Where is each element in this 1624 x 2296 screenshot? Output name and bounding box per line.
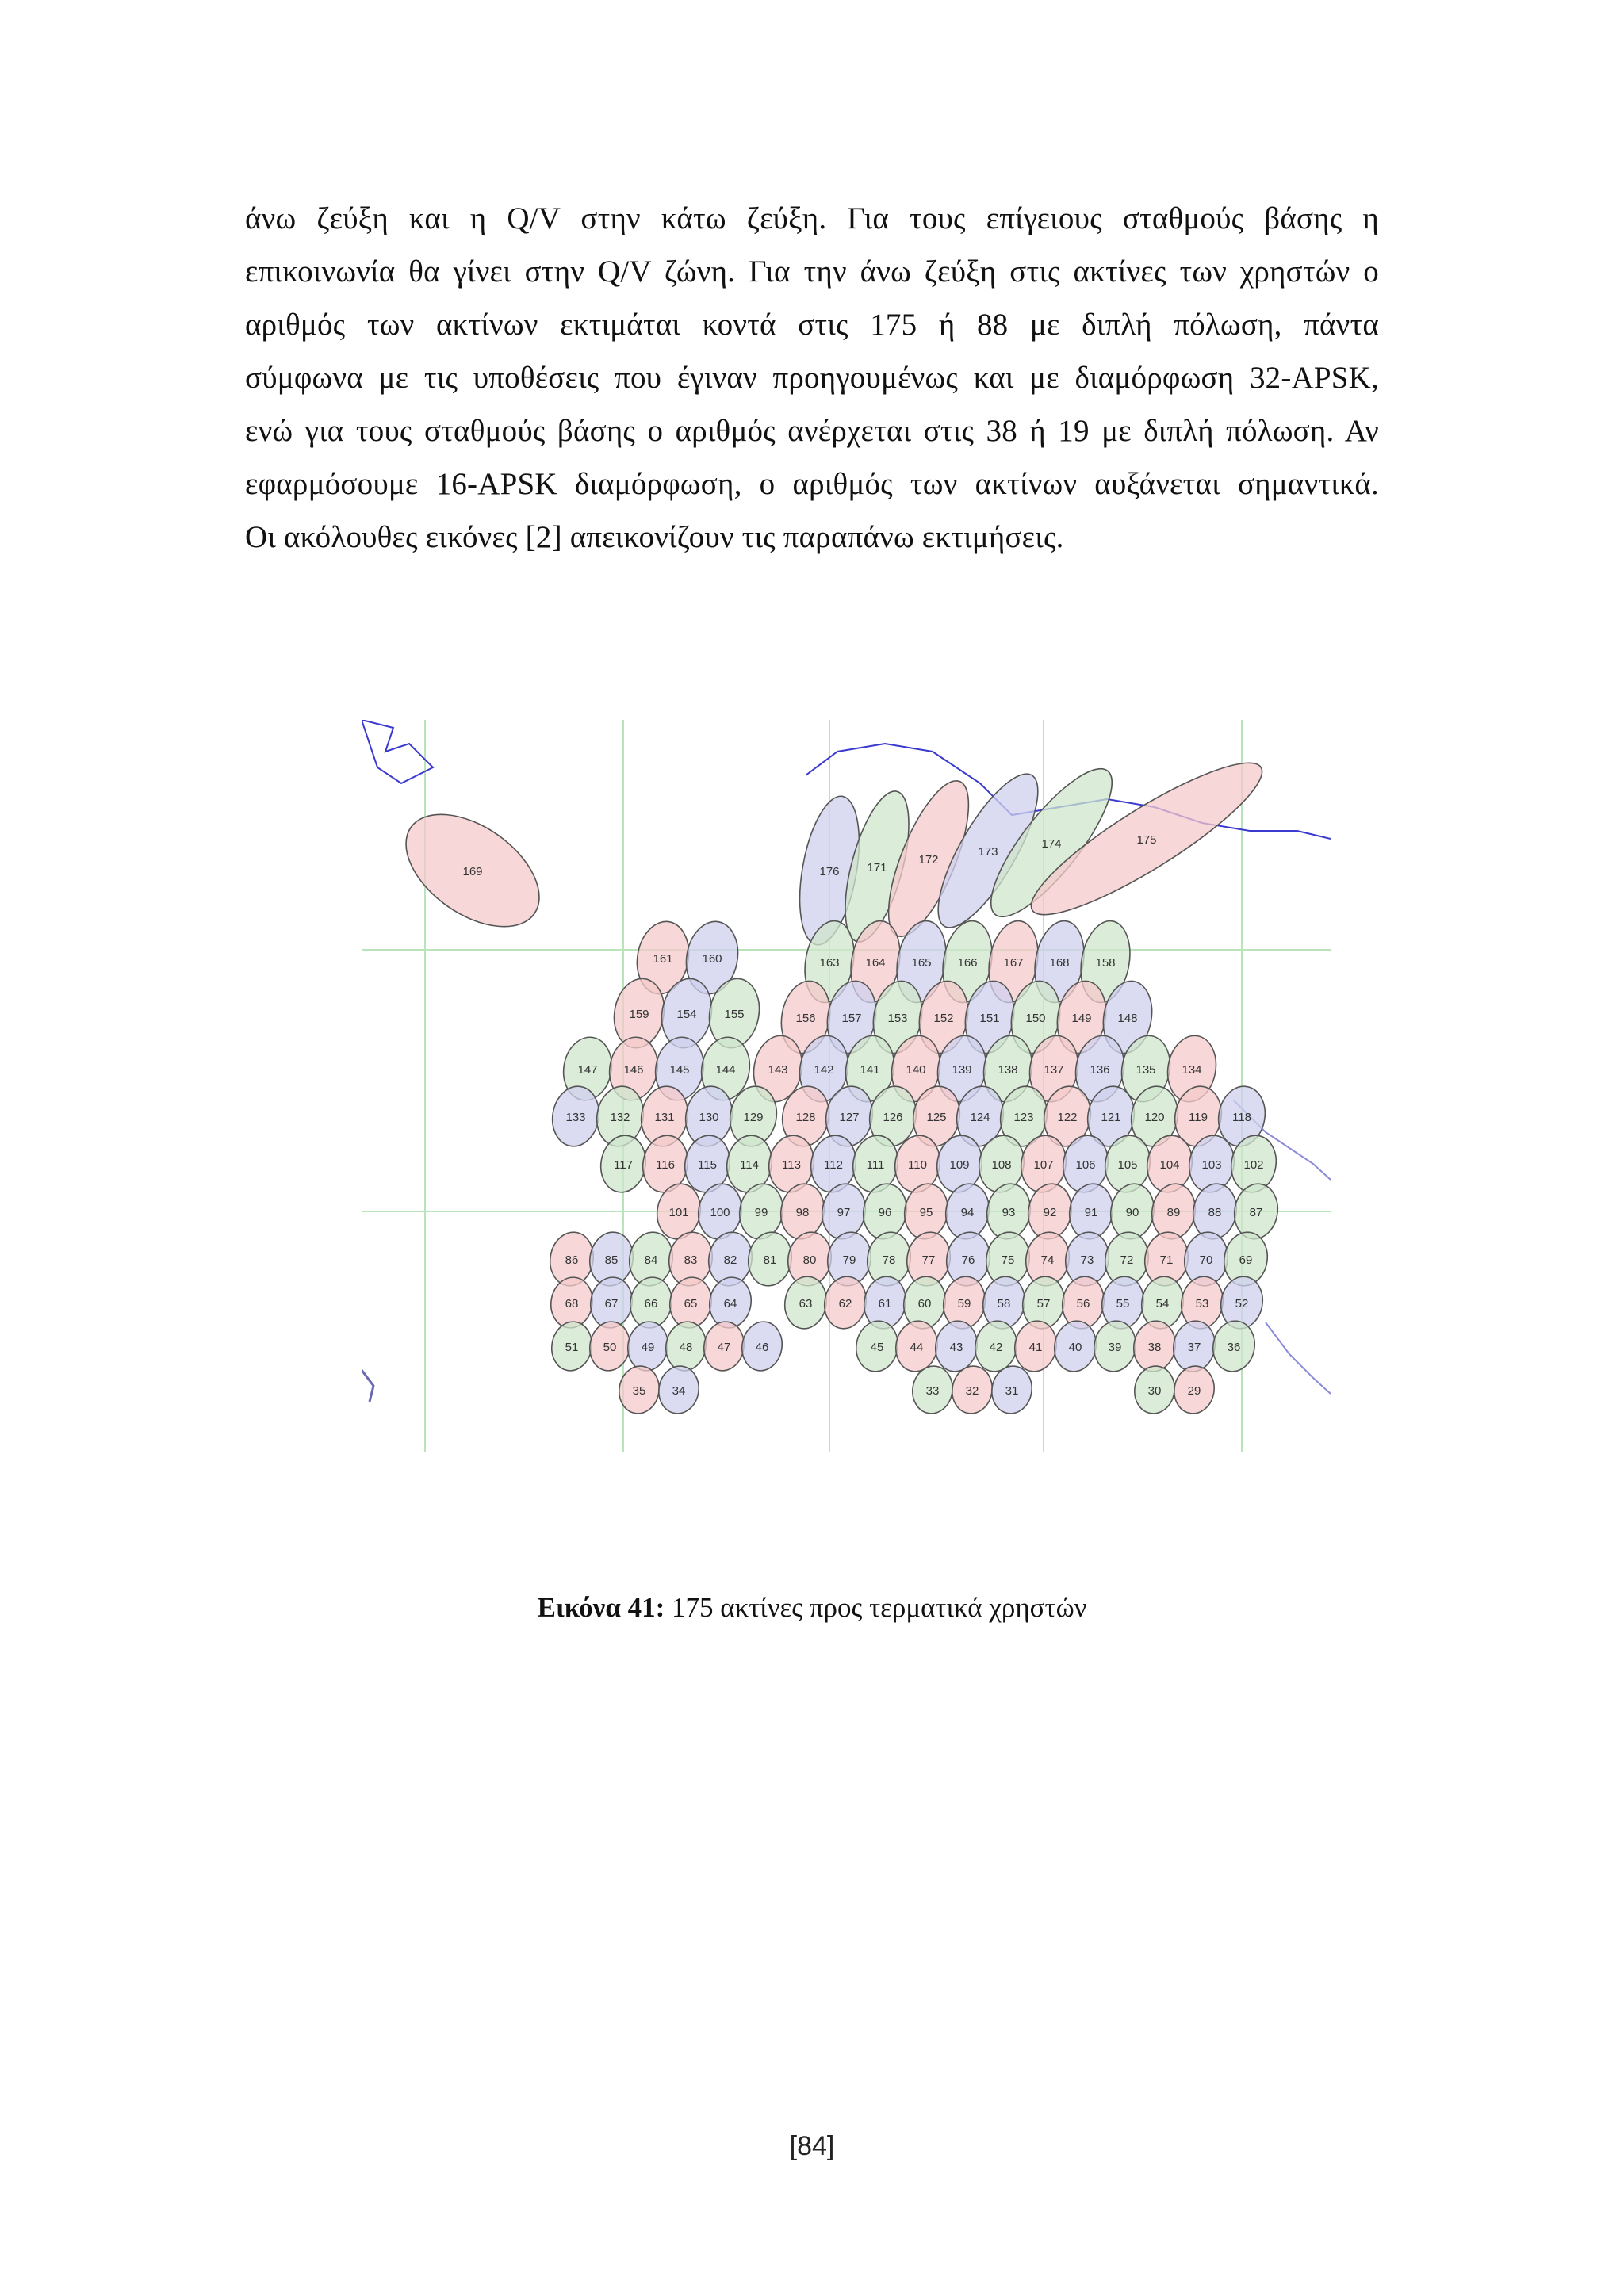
beam-label: 34: [672, 1384, 686, 1398]
beam-label: 113: [782, 1158, 801, 1172]
beam-label: 141: [860, 1063, 880, 1077]
beam-label: 125: [926, 1111, 947, 1124]
beam-label: 84: [644, 1253, 658, 1267]
beam-label: 44: [910, 1341, 924, 1354]
beam-label: 41: [1028, 1341, 1043, 1354]
beam-label: 131: [654, 1111, 675, 1124]
beam-label: 137: [1044, 1063, 1064, 1077]
beam-label: 40: [1068, 1341, 1082, 1354]
beam-label: 83: [684, 1253, 698, 1267]
beam-label: 123: [1013, 1111, 1034, 1124]
beam-label: 150: [1025, 1012, 1046, 1025]
beam-label: 52: [1235, 1297, 1249, 1311]
beam-label: 57: [1036, 1297, 1051, 1311]
figure-caption: [0, 1592, 1624, 1624]
beam-label: 128: [795, 1111, 816, 1124]
beam-label: 65: [684, 1297, 698, 1311]
beam-label: 110: [908, 1158, 927, 1172]
beam-label: 36: [1227, 1341, 1241, 1354]
beam-label: 43: [949, 1341, 963, 1354]
beam-label: 46: [755, 1341, 769, 1354]
beam-label: 68: [565, 1297, 579, 1311]
beam-label: 175: [1136, 833, 1157, 847]
paragraph-line: σύμφωνα με τις υποθέσεις που έγιναν προηγουμένως και με διαμόρφωση 32-APSK,: [245, 361, 1379, 395]
beam-coverage-map: [362, 720, 1331, 1452]
beam-label: 160: [702, 952, 722, 966]
beam-label: 151: [979, 1012, 1000, 1025]
beam-label: 96: [878, 1206, 892, 1219]
beam-label: 129: [743, 1111, 764, 1124]
beam-label: 93: [1002, 1206, 1016, 1219]
beam-label: 111: [866, 1158, 885, 1172]
beam-label: 126: [883, 1111, 903, 1124]
beam-label: 156: [795, 1012, 816, 1025]
beam-label: 136: [1090, 1063, 1110, 1077]
beam-label: 66: [644, 1297, 658, 1311]
beam-label: 32: [965, 1384, 979, 1398]
beam-label: 104: [1159, 1158, 1180, 1172]
beam-label: 161: [653, 952, 673, 966]
beam-label: 157: [841, 1012, 862, 1025]
beam-label: 75: [1001, 1253, 1015, 1267]
beam-label: 107: [1033, 1158, 1054, 1172]
beam-label: 133: [565, 1111, 586, 1124]
beam-label: 163: [819, 956, 840, 970]
beam-label: 147: [577, 1063, 598, 1077]
beam-label: 116: [656, 1158, 675, 1172]
beam-label: 103: [1201, 1158, 1222, 1172]
beam-label: 153: [887, 1012, 908, 1025]
beam-label: 100: [710, 1206, 730, 1219]
beam-label: 72: [1120, 1253, 1134, 1267]
beam-label: 105: [1117, 1158, 1138, 1172]
beam-label: 120: [1144, 1111, 1165, 1124]
beam-label: 135: [1136, 1063, 1156, 1077]
beam-label: 149: [1071, 1012, 1092, 1025]
beam-label: 95: [919, 1206, 933, 1219]
beam-label: 73: [1080, 1253, 1094, 1267]
beam-label: 55: [1116, 1297, 1130, 1311]
beam-label: 118: [1232, 1111, 1251, 1124]
beam-label: 91: [1084, 1206, 1098, 1219]
beam-coverage-map-figure: [362, 720, 1331, 1452]
beam-label: 54: [1155, 1297, 1170, 1311]
paragraph-line: εφαρμόσουμε 16-APSK διαμόρφωση, ο αριθμός των ακτίνων αυξάνεται σημαντικά.: [245, 467, 1379, 501]
beam-label: 33: [925, 1384, 940, 1398]
beam-label: 117: [614, 1158, 633, 1172]
beam-label: 158: [1095, 956, 1116, 970]
beam-label: 53: [1195, 1297, 1209, 1311]
beam-label: 62: [838, 1297, 852, 1311]
beam-label: 138: [998, 1063, 1018, 1077]
beam-label: 61: [878, 1297, 892, 1311]
beam-label: 167: [1003, 956, 1024, 970]
beam-label: 139: [952, 1063, 972, 1077]
beam-label: 69: [1239, 1253, 1253, 1267]
beam-label: 134: [1182, 1063, 1202, 1077]
beam-label: 49: [641, 1341, 655, 1354]
beam-label: 80: [802, 1253, 817, 1267]
beam-label: 102: [1243, 1158, 1264, 1172]
beam-label: 164: [865, 956, 886, 970]
beam-label: 90: [1125, 1206, 1139, 1219]
beam-label: 145: [669, 1063, 690, 1077]
beam-label: 85: [604, 1253, 619, 1267]
beam-label: 89: [1166, 1206, 1181, 1219]
beam-label: 144: [715, 1063, 736, 1077]
beam-label: 38: [1147, 1341, 1162, 1354]
beam-label: 79: [842, 1253, 856, 1267]
beam-label: 154: [676, 1008, 697, 1021]
beam-label: 165: [911, 956, 932, 970]
beam-label: 114: [740, 1158, 759, 1172]
beam-label: 70: [1199, 1253, 1213, 1267]
beam-label: 81: [763, 1253, 777, 1267]
beam-label: 174: [1041, 837, 1062, 851]
beam-label: 87: [1249, 1206, 1263, 1219]
beam-label: 63: [799, 1297, 813, 1311]
beam-label: 169: [462, 865, 483, 878]
beam-label: 76: [961, 1253, 975, 1267]
beam-label: 51: [565, 1341, 579, 1354]
beam-label: 42: [989, 1341, 1003, 1354]
beam-label: 143: [768, 1063, 788, 1077]
beam-label: 58: [997, 1297, 1011, 1311]
beam-label: 132: [610, 1111, 630, 1124]
beam-label: 78: [882, 1253, 896, 1267]
beam-label: 77: [921, 1253, 936, 1267]
beam-label: 30: [1147, 1384, 1162, 1398]
beam-label: 106: [1075, 1158, 1096, 1172]
beam-label: 64: [723, 1297, 737, 1311]
beam-label: 173: [978, 845, 998, 859]
beam-label: 98: [795, 1206, 810, 1219]
beam-label: 92: [1043, 1206, 1057, 1219]
beam-label: 47: [717, 1341, 731, 1354]
beam-label: 56: [1076, 1297, 1090, 1311]
beam-label: 166: [957, 956, 978, 970]
paragraph-line: επικοινωνία θα γίνει στην Q/V ζώνη. Για την άνω ζεύξη στις ακτίνες των χρηστών ο: [245, 254, 1379, 289]
beam-label: 159: [629, 1008, 649, 1021]
beam-label: 37: [1187, 1341, 1201, 1354]
paragraph-line: Οι ακόλουθες εικόνες [2] απεικονίζουν τις παραπάνω εκτιμήσεις.: [245, 520, 1064, 554]
beam-label: 108: [991, 1158, 1012, 1172]
beam-label: 45: [870, 1341, 884, 1354]
paragraph-line: ενώ για τους σταθμούς βάσης ο αριθμός ανέρχεται στις 38 ή 19 με διπλή πόλωση. Αν: [245, 414, 1379, 448]
beam-label: 31: [1005, 1384, 1019, 1398]
beam-label: 140: [906, 1063, 926, 1077]
beam-label: 176: [819, 865, 840, 878]
beam-label: 50: [603, 1341, 617, 1354]
beam-label: 115: [698, 1158, 717, 1172]
beam-label: 94: [960, 1206, 975, 1219]
beam-label: 59: [957, 1297, 971, 1311]
beam-label: 29: [1187, 1384, 1201, 1398]
caption-text: 175 ακτίνες προς τερματικά χρηστών: [665, 1592, 1087, 1623]
beam-label: 124: [970, 1111, 990, 1124]
beam-label: 60: [917, 1297, 932, 1311]
beam-label: 127: [839, 1111, 860, 1124]
beam-label: 146: [623, 1063, 644, 1077]
beam-label: 152: [933, 1012, 954, 1025]
beam-label: 122: [1057, 1111, 1078, 1124]
beam-label: 67: [604, 1297, 619, 1311]
caption-label: Εικόνα 41:: [537, 1592, 665, 1623]
beam-label: 74: [1040, 1253, 1055, 1267]
beam-label: 168: [1049, 956, 1070, 970]
beam-label: 101: [668, 1206, 689, 1219]
paragraph-line: άνω ζεύξη και η Q/V στην κάτω ζεύξη. Για τους επίγειους σταθμούς βάσης η: [245, 201, 1379, 235]
beam-label: 121: [1101, 1111, 1121, 1124]
beam-label: 148: [1117, 1012, 1138, 1025]
beam-label: 82: [723, 1253, 737, 1267]
beam-label: 39: [1108, 1341, 1122, 1354]
beam-label: 171: [867, 861, 887, 874]
beam-label: 97: [837, 1206, 851, 1219]
beam-label: 109: [949, 1158, 970, 1172]
page-number: [84]: [789, 2131, 835, 2161]
beam-label: 88: [1208, 1206, 1222, 1219]
paragraph-line: αριθμός των ακτίνων εκτιμάται κοντά στις 175 ή 88 με διπλή πόλωση, πάντα: [245, 308, 1379, 342]
beam-label: 35: [632, 1384, 646, 1398]
beam-label: 112: [824, 1158, 843, 1172]
body-paragraph: [245, 192, 1379, 564]
beam-label: 86: [565, 1253, 579, 1267]
beam-label: 71: [1159, 1253, 1174, 1267]
beam-label: 155: [724, 1008, 745, 1021]
beam-label: 119: [1189, 1111, 1208, 1124]
beam-label: 172: [918, 853, 939, 867]
beam-label: 130: [699, 1111, 719, 1124]
beam-label: 142: [814, 1063, 834, 1077]
beam-label: 99: [754, 1206, 768, 1219]
beam-label: 48: [679, 1341, 693, 1354]
